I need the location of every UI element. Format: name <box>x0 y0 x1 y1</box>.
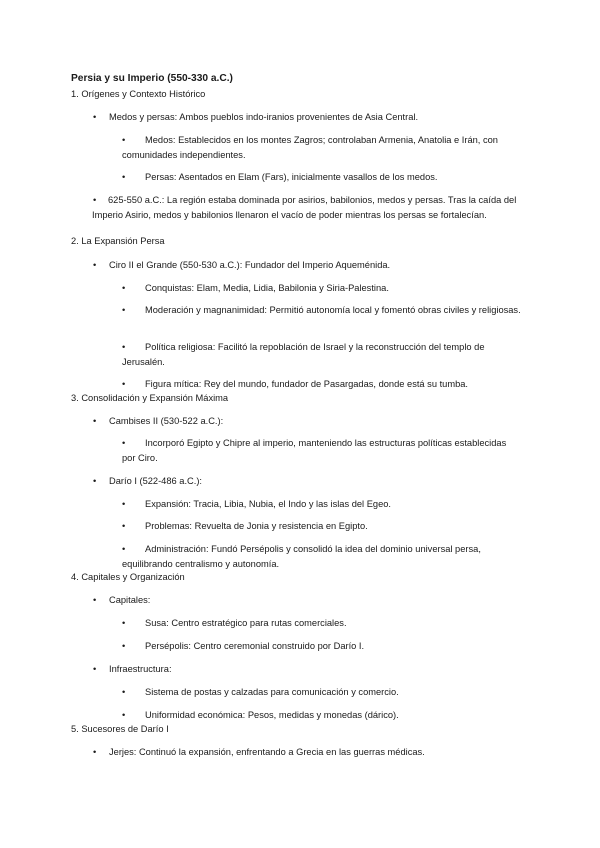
bullet-icon <box>122 685 125 700</box>
section-heading: 4. Capitales y Organización <box>71 572 185 582</box>
sub-list-item-text: Medos: Establecidos en los montes Zagros; controlaban Armenia, Anatolia e Irán, con comunidades independientes. <box>122 135 498 160</box>
list-item-text: 625-550 a.C.: La región estaba dominada por asirios, babilonios, medos y persas. Tras la caída del Imperio Asirio, medos y babilonios llenaron el vacío de poder mientras los persas se fortalecían. <box>92 195 517 220</box>
bullet-icon <box>93 414 96 429</box>
document-page: Persia y su Imperio (550-330 a.C.) 1. Orígenes y Contexto Histórico • Medos y persas: Ambos pueblos indo-iranios provenientes de Asia Central. • Medos: Establecidos en los montes Zagros; controlaban Armenia, Anatolia e Irán, con comunidades independientes. • Persas: Asentados en Elam (Fars), inicialmente vasallos de los medos. • 625-550 a.C.: La región estaba dominada por asirios, babilonios, medos y persas. Tras la caída del Imperio Asirio, medos y babilonios llenaron el vacío de poder mientras los persas se fortalecían. 2. La Expansión Persa • Ciro II el Grande (550-530 a.C.): Fundador del Imperio Aqueménida. • Conquistas: Elam, Media, Lidia, Babilonia y Siria-Palestina. • Moderación y magnanimidad: Permitió autonomía local y fomentó obras civiles y religiosas. • Política religiosa: Facilitó la repoblación de Israel y la reconstrucción del templo de Jerusalén. • Figura mítica: Rey del mundo, fundador de Pasargadas, donde está su tumba. 3. Consolidación y Expansión Máxima • Cambises II (530-522 a.C.): • Incorporó Egipto y Chipre al imperio, manteniendo las estructuras políticas establecidas por Ciro. • Darío I (522-486 a.C.): • Expansión: Tracia, Libia, Nubia, el Indo y las islas del Egeo. • Problemas: Revuelta de Jonia y resistencia en Egipto. • Administración: Fundó Persépolis y consolidó la idea del dominio universal persa, equilibrando centralismo y autonomía. 4. Capitales y Organización • Capitales: • Susa: Centro estratégico para rutas comerciales. • Persépolis: Centro ceremonial construido por Darío I. • Infraestructura: • Sistema de postas y calzadas para comunicación y comercio. • Uniformidad económica: Pesos, medidas y monedas (dárico). 5. Sucesores de Darío I • Jerjes: Continuó la expansión, enfrentando a Grecia en las guerras médicas. <box>0 0 600 848</box>
bullet-icon <box>122 281 125 296</box>
bullet-icon <box>93 593 96 608</box>
bullet-icon <box>122 497 125 512</box>
bullet-icon <box>93 258 96 273</box>
bullet-icon <box>93 110 96 125</box>
section-heading: 5. Sucesores de Darío I <box>71 724 169 734</box>
sub-list-item-text: Incorporó Egipto y Chipre al imperio, manteniendo las estructuras políticas establecidas por Ciro. <box>122 438 507 463</box>
bullet-icon <box>122 639 125 654</box>
sub-list-item-text: Administración: Fundó Persépolis y consolidó la idea del dominio universal persa, equilibrando centralismo y autonomía. <box>122 544 481 569</box>
bullet-icon <box>93 662 96 677</box>
bullet-icon <box>122 170 125 185</box>
section-heading: 2. La Expansión Persa <box>71 236 165 246</box>
document-title: Persia y su Imperio (550-330 a.C.) <box>71 73 233 84</box>
sub-list-item-text: Moderación y magnanimidad: Permitió autonomía local y fomentó obras civiles y religiosas. <box>145 305 521 315</box>
bullet-icon <box>122 708 125 723</box>
bullet-icon <box>93 745 96 760</box>
sub-list-item-text: Política religiosa: Facilitó la repoblación de Israel y la reconstrucción del templo de Jerusalén. <box>122 342 485 367</box>
section-heading: 1. Orígenes y Contexto Histórico <box>71 89 206 99</box>
section-heading: 3. Consolidación y Expansión Máxima <box>71 393 229 403</box>
bullet-icon <box>122 616 125 631</box>
bullet-icon <box>122 377 125 392</box>
bullet-icon <box>122 519 125 534</box>
bullet-icon <box>93 474 96 489</box>
